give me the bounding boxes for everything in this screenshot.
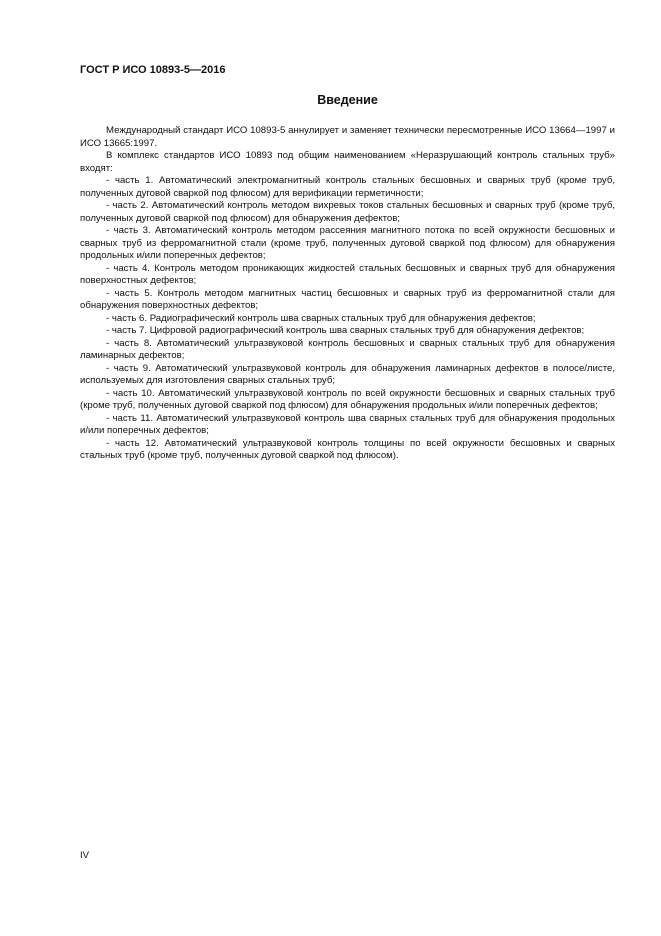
list-item-part-1: - часть 1. Автоматический электромагнитный контроль стальных бесшовных и сварных труб (кроме труб, полученных дуговой сваркой под флюсом) для верификации герметичности;: [80, 175, 615, 199]
list-item-part-8: - часть 8. Автоматический ультразвуковой контроль бесшовных и сварных стальных труб для обнаружения ламинарных дефектов;: [80, 337, 615, 361]
list-item-part-3: - часть 3. Автоматический контроль методом рассеяния магнитного потока по всей окружности бесшовных и сварных труб из ферромагнитной стали (кроме труб, полученных дуговой сваркой под флюсом) для обнаружения продольных и/или поперечных дефектов;: [80, 225, 615, 261]
list-item-part-10: - часть 10. Автоматический ультразвуковой контроль по всей окружности бесшовных и сварных стальных труб (кроме труб, полученных дуговой сваркой под флюсом) для обнаружения продольных и/или поперечных дефектов;: [80, 387, 615, 411]
list-item-part-5: - часть 5. Контроль методом магнитных частиц бесшовных и сварных труб из ферромагнитной стали для обнаружения поверхностных дефектов;: [80, 287, 615, 311]
list-item-part-12: - часть 12. Автоматический ультразвуковой контроль толщины по всей окружности бесшовных и сварных стальных труб (кроме труб, полученных дуговой сваркой под флюсом).: [80, 437, 615, 461]
list-item-part-4: - часть 4. Контроль методом проникающих жидкостей стальных бесшовных и сварных труб для обнаружения поверхностных дефектов;: [80, 262, 615, 286]
list-item-part-7: - часть 7. Цифровой радиографический контроль шва сварных стальных труб для обнаружения дефектов;: [106, 325, 585, 336]
section-title: Введение: [317, 93, 378, 107]
document-header-code: ГОСТ Р ИСО 10893-5—2016: [80, 64, 226, 76]
list-item-part-9: - часть 9. Автоматический ультразвуковой контроль для обнаружения ламинарных дефектов в полосе/листе, используемых для изготовления сварных стальных труб;: [80, 362, 615, 386]
paragraph-intro: Международный стандарт ИСО 10893-5 аннулирует и заменяет технически пересмотренные ИСО 13664—1997 и ИСО 13665:1997.: [80, 125, 615, 149]
document-body: [80, 125, 615, 463]
paragraph-series: В комплекс стандартов ИСО 10893 под общим наименованием «Неразрушающий контроль стальных труб» входят:: [80, 150, 615, 174]
list-item-part-11: - часть 11. Автоматический ультразвуковой контроль шва сварных стальных труб для обнаружения продольных и/или поперечных дефектов;: [80, 412, 615, 436]
list-item-part-6: - часть 6. Радиографический контроль шва сварных стальных труб для обнаружения дефектов;: [106, 312, 536, 324]
list-item-part-2: - часть 2. Автоматический контроль методом вихревых токов стальных бесшовных и сварных труб (кроме труб, полученных дуговой сваркой под флюсом) для обнаружения дефектов;: [80, 200, 615, 224]
page-number: IV: [80, 850, 90, 861]
